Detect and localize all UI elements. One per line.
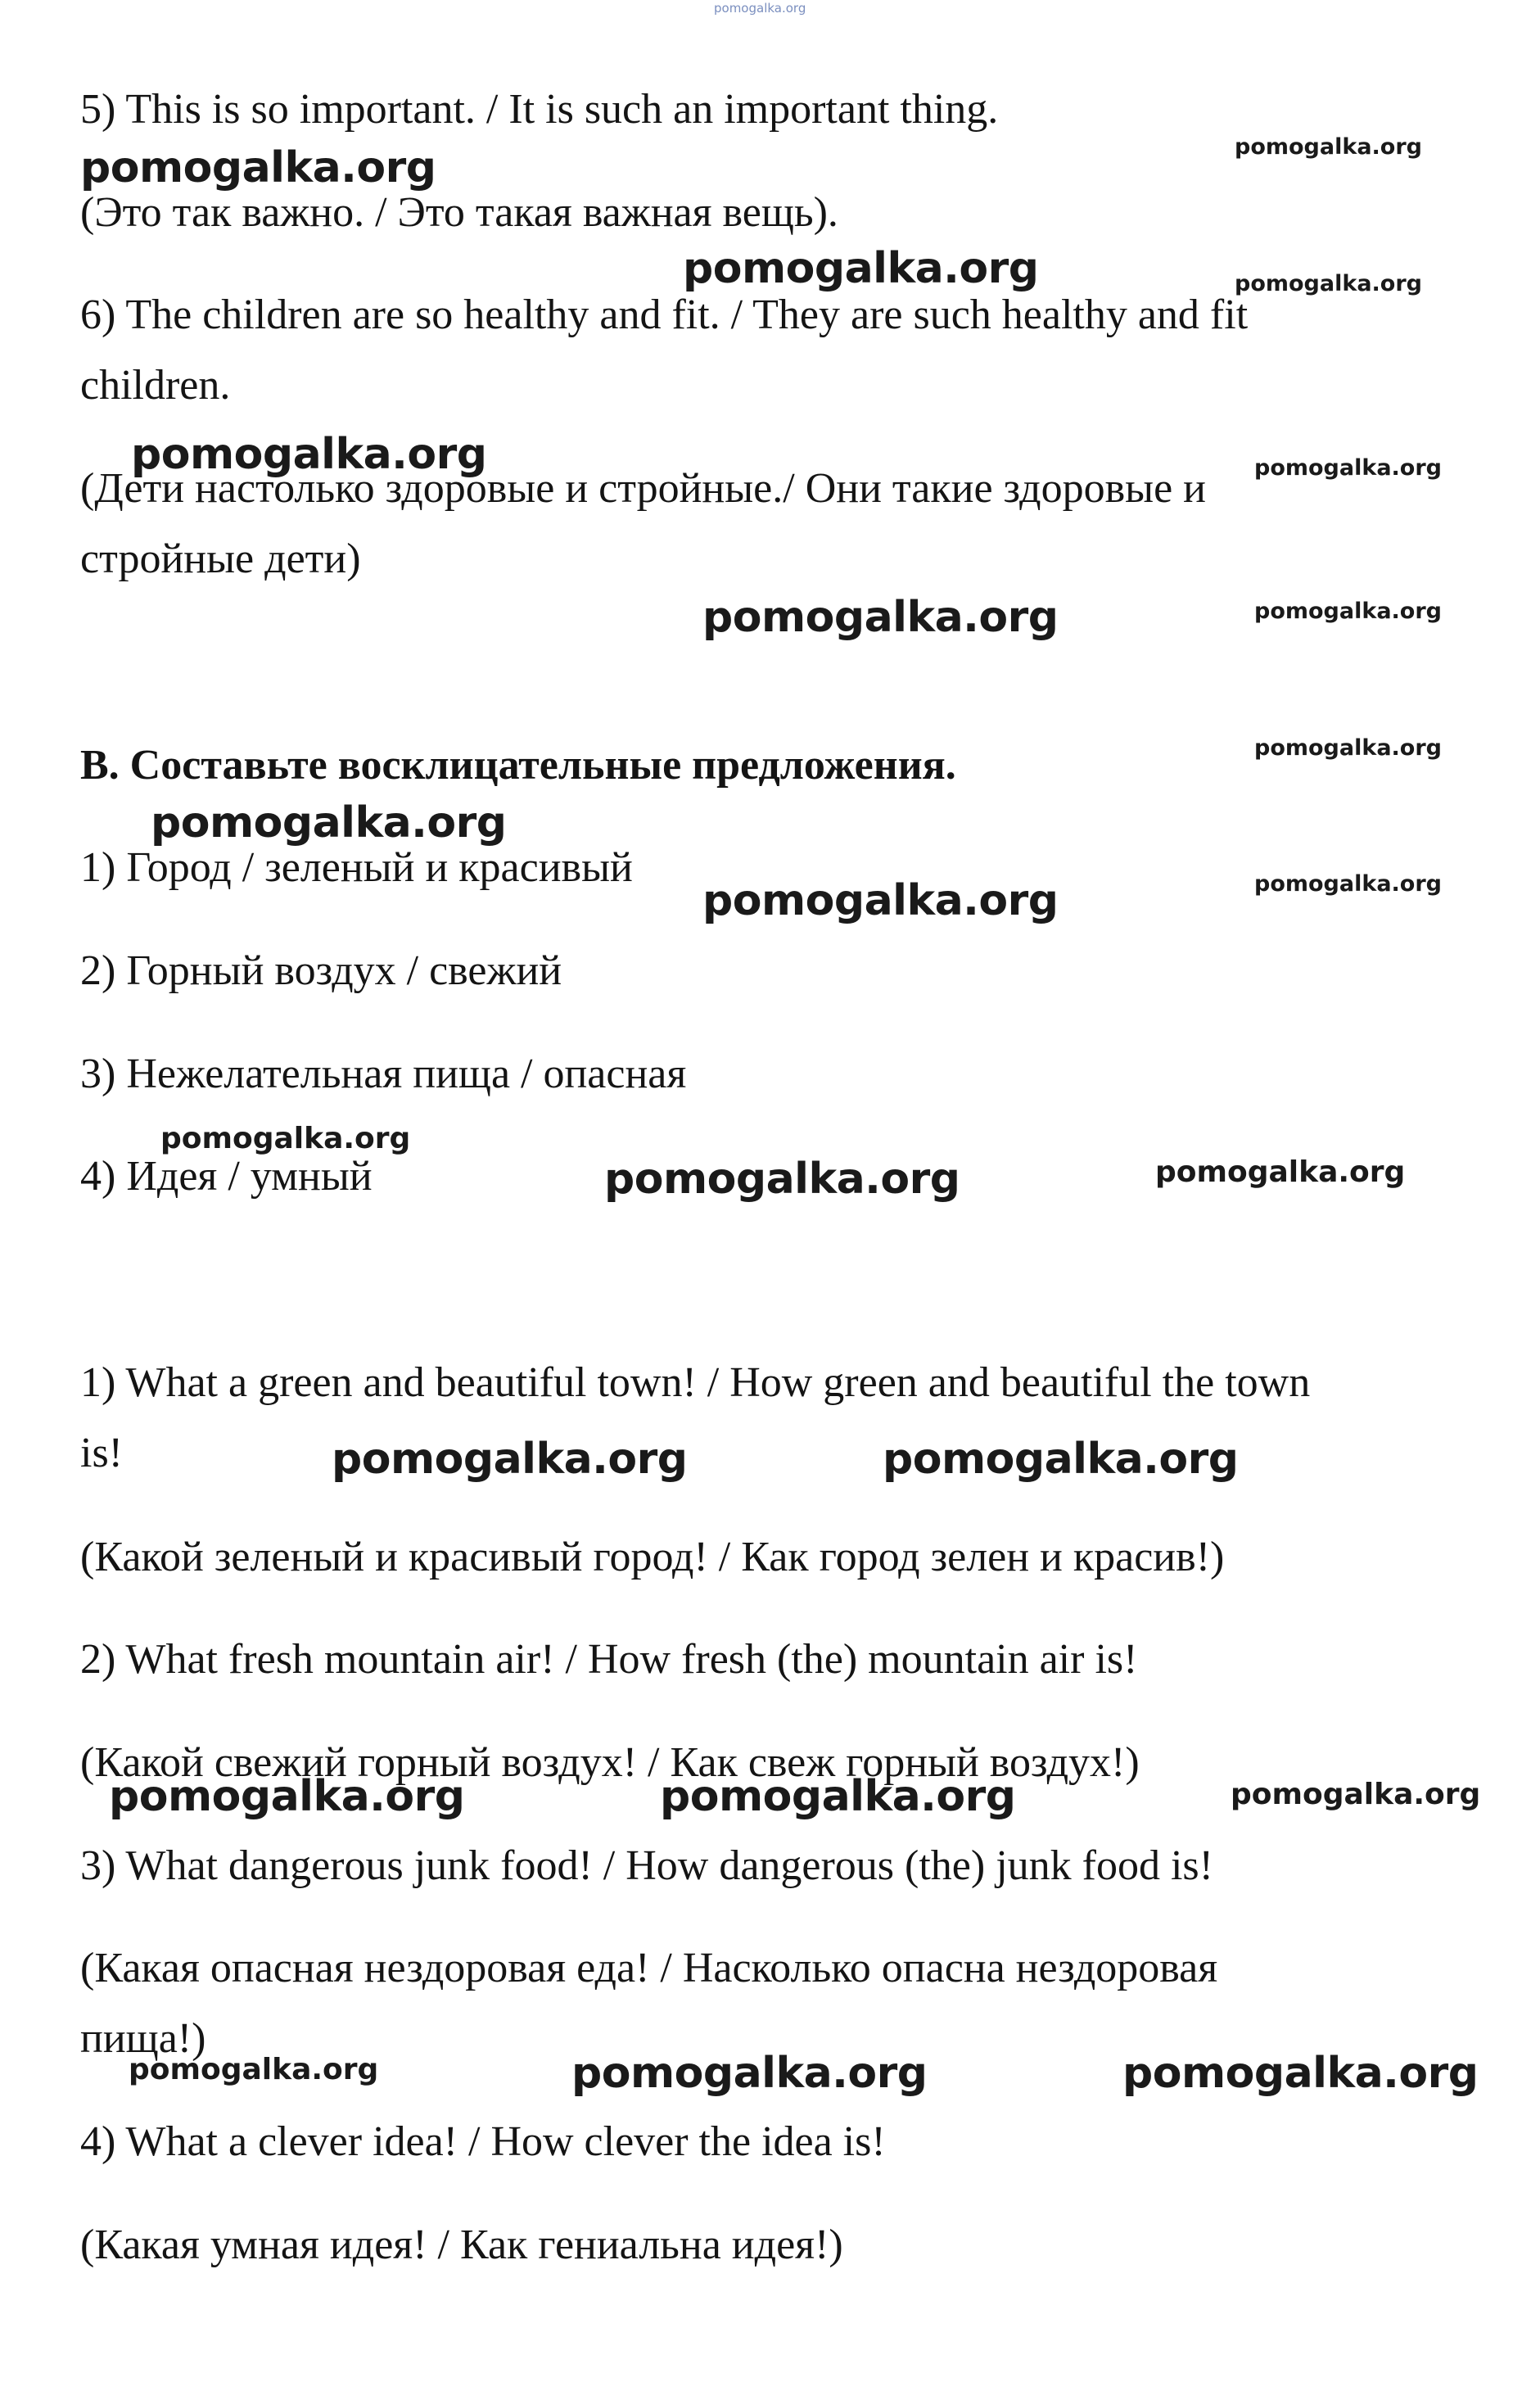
answer-b1-english: 1) What a green and beautiful town! / How green and beautiful the town: [80, 1359, 1311, 1406]
watermark: pomogalka.org: [1254, 599, 1442, 624]
task-2: 2) Горный воздух / свежий: [80, 947, 562, 994]
answer-6-russian: (Дети настолько здоровые и стройные./ Они такие здоровые и: [80, 465, 1206, 512]
watermark: pomogalka.org: [151, 798, 507, 847]
watermark: pomogalka.org: [131, 430, 487, 479]
watermark: pomogalka.org: [1254, 455, 1442, 481]
watermark: pomogalka.org: [109, 1772, 465, 1821]
watermark: pomogalka.org: [571, 2049, 928, 2098]
answer-6-english: 6) The children are so healthy and fit. / They are such healthy and fit: [80, 292, 1249, 338]
answer-b2-russian: (Какой свежий горный воздух! / Как свеж горный воздух!): [80, 1739, 1140, 1786]
answer-b3-russian-cont: пища!): [80, 2015, 206, 2062]
watermark: pomogalka.org: [1122, 2049, 1479, 2098]
watermark: pomogalka.org: [1235, 134, 1422, 160]
watermark: pomogalka.org: [332, 1435, 688, 1484]
watermark: pomogalka.org: [1231, 1778, 1481, 1811]
answer-b4-russian: (Какая умная идея! / Как гениальна идея!): [80, 2222, 843, 2268]
watermark: pomogalka.org: [129, 2053, 379, 2086]
watermark: pomogalka.org: [604, 1155, 960, 1204]
watermark: pomogalka.org: [1235, 271, 1422, 296]
answer-b4-english: 4) What a clever idea! / How clever the idea is!: [80, 2118, 886, 2165]
watermark: pomogalka.org: [1254, 735, 1442, 761]
watermark: pomogalka.org: [702, 876, 1059, 925]
watermark-top: pomogalka.org: [714, 1, 806, 16]
answer-b3-russian: (Какая опасная нездоровая еда! / Насколько опасна нездоровая: [80, 1945, 1218, 1991]
watermark: pomogalka.org: [1155, 1155, 1406, 1189]
watermark: pomogalka.org: [160, 1122, 411, 1155]
answer-b3-english: 3) What dangerous junk food! / How dangerous (the) junk food is!: [80, 1842, 1213, 1889]
watermark: pomogalka.org: [660, 1772, 1016, 1821]
answer-6-english-cont: children.: [80, 362, 231, 409]
watermark: pomogalka.org: [702, 593, 1059, 642]
task-3: 3) Нежелательная пища / опасная: [80, 1051, 687, 1097]
watermark: pomogalka.org: [683, 244, 1039, 293]
answer-b2-english: 2) What fresh mountain air! / How fresh (the) mountain air is!: [80, 1636, 1138, 1683]
answer-b1-russian: (Какой зеленый и красивый город! / Как город зелен и красив!): [80, 1534, 1225, 1580]
answer-5-russian: (Это так важно. / Это такая важная вещь).: [80, 189, 838, 236]
task-1: 1) Город / зеленый и красивый: [80, 844, 633, 891]
answer-5-english: 5) This is so important. / It is such an important thing.: [80, 86, 999, 133]
answer-6-russian-cont: стройные дети): [80, 536, 361, 582]
section-b-heading: B. Составьте восклицательные предложения.: [80, 742, 956, 789]
task-4: 4) Идея / умный: [80, 1153, 373, 1200]
watermark: pomogalka.org: [1254, 871, 1442, 897]
watermark: pomogalka.org: [883, 1435, 1239, 1484]
answer-b1-english-cont: is!: [80, 1430, 123, 1476]
watermark: pomogalka.org: [80, 143, 436, 192]
